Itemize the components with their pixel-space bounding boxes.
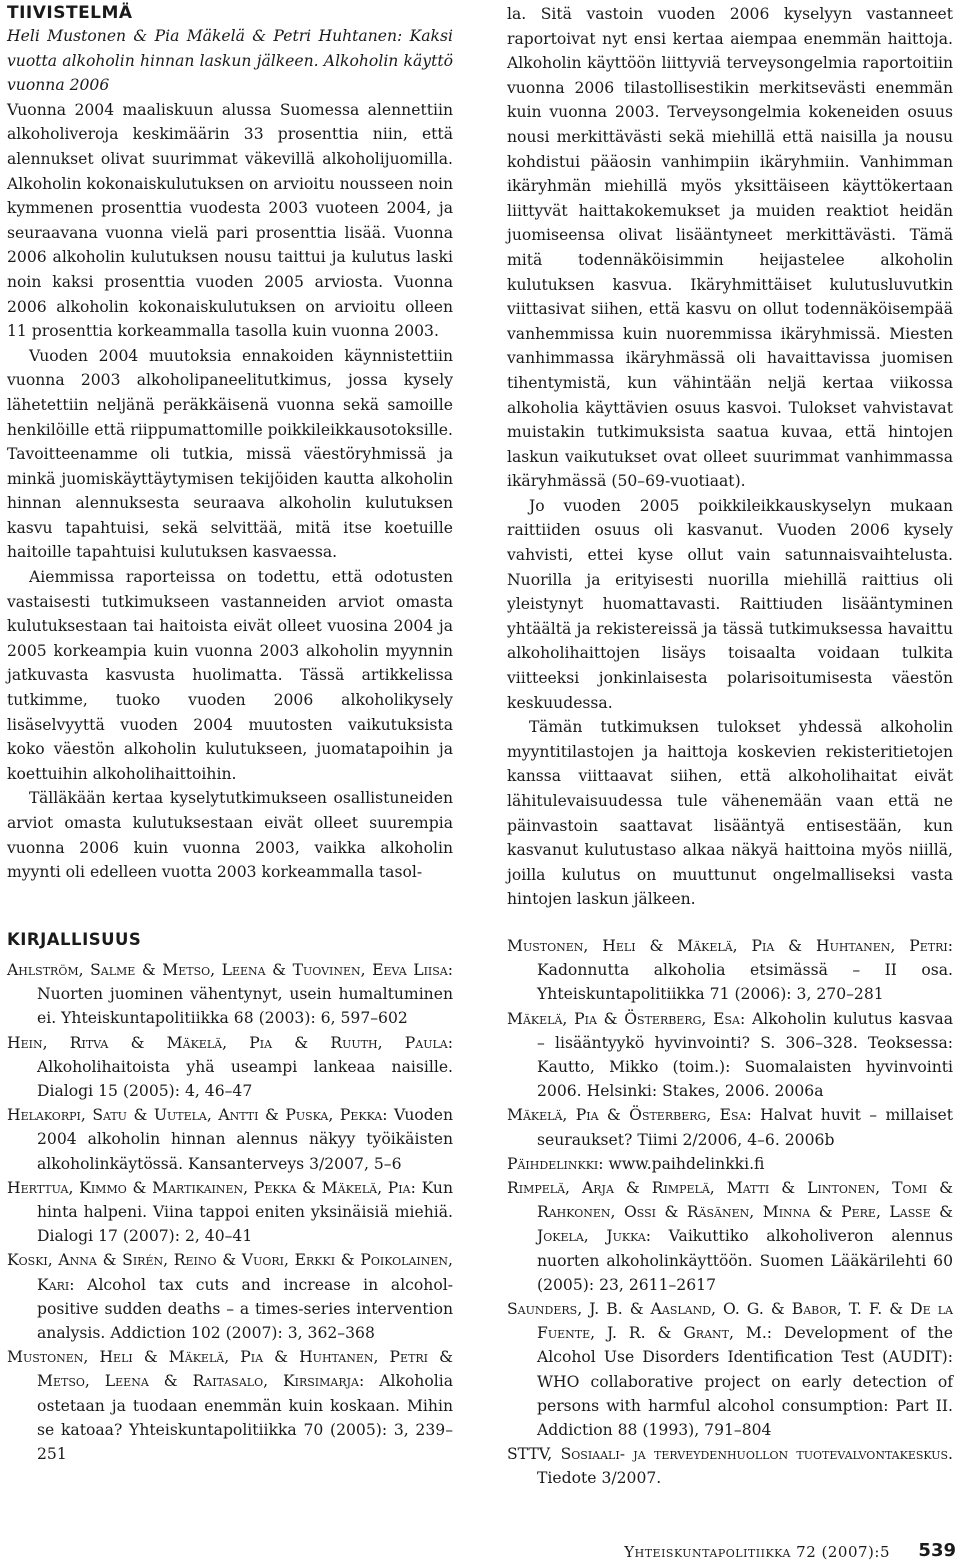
references-left-column — [7, 958, 453, 1466]
reference-entry — [507, 934, 953, 1007]
reference-entry — [7, 1248, 453, 1345]
references-heading: KIRJALLISUUS — [7, 930, 142, 949]
reference-authors: Mäkelä, Pia & Österberg, Esa: — [507, 1106, 752, 1125]
reference-entry — [7, 1345, 453, 1466]
reference-authors: Mustonen, Heli & Mäkelä, Pia & Huhtanen, Petri: — [507, 937, 953, 955]
reference-text: Kun hinta halpeni. Viina tappoi eniten yksinäisiä miehiä. Dialogi 17 (2007): 2, 40–41 — [37, 1178, 453, 1246]
reference-authors: Hein, Ritva & Mäkelä, Pia & Ruuth, Paula: — [7, 1033, 453, 1052]
summary-right-column — [507, 2, 953, 912]
reference-text: Alkoholihaitoista yhä useampi lankeaa naisille. Dialogi 15 (2005): 4, 46–47 — [37, 1057, 453, 1101]
reference-text: Alkoholin kulutus kasvaa – lisääntyykö hyvinvointi? S. 306–328. Teoksessa: Kautto, Mikko (toim.): Suomalaisten hyvinvointi 2006. Helsinki: Stakes, 2006. 2006a — [537, 1009, 953, 1101]
reference-text: Tiedote 3/2007. — [537, 1469, 662, 1488]
reference-text: Development of the Alcohol Use Disorders Identification Test (AUDIT): WHO collaborative project on early detection of persons with harmful alcohol consumption: Part II. Addiction 88 (1993), 791–804 — [537, 1324, 953, 1440]
summary-paragraph-3: Aiemmissa raporteissa on todettu, että odotusten vastaisesti tutkimukseen vastanneiden arviot omasta kulutuksestaan tai haitoista eivät olleet vuosina 2004 ja 2005 korkeampia kuin vuonna 2003 alkoholin myynnin jatkuvasta kasvusta huolimatta. Tässä artikkelissa tutkimme, tuoko vuoden 2006 alkoholikysely lisäselvyyttä vuoden 2004 muutosten vaikutuksista koko väestön alkoholin kulutukseen, juomatapoihin ja koettuihin alkoholihaittoihin. — [7, 568, 453, 783]
reference-authors: Mustonen, Heli & Mäkelä, Pia & Huhtanen, Petri & Metso, Leena & Raitasalo, Kirsimarja: — [7, 1348, 453, 1391]
summary-paragraph-2: Vuoden 2004 muutoksia ennakoiden käynnistettiin vuonna 2003 alkoholipaneelitutkimus, jossa kysely lähetettiin neljänä peräkkäisenä vuonna sekä samoille henkilöille että riippumattomille poikkileikkausotoksille. Tavoitteenamme oli tutkia, missä väestöryhmissä ja minkä juomiskäyttäytymisen tekijöiden kautta alkoholin hinnan alennuksesta seuraava alkoholin kulutuksen kasvu tapahtuisi, sekä selvittää, mitä itse koetuille haitoille tapahtuisi kulutuksen kasvaessa. — [7, 346, 453, 562]
reference-authors: Saunders, J. B. & Aasland, O. G. & Babor, T. F. & De la Fuente, J. R. & Grant, M.: — [507, 1300, 953, 1343]
reference-authors: Mäkelä, Pia & Österberg, Esa: — [507, 1009, 746, 1028]
reference-text: Alkoholia ostetaan ja tuodaan enemmän kuin koskaan. Mihin se katoaa? Yhteiskuntapolitiikka 70 (2005): 3, 239–251 — [37, 1372, 453, 1464]
summary-paragraph-1: Vuonna 2004 maaliskuun alussa Suomessa alennettiin alkoholiveroja keskimäärin 33 prosenttia niin, että alennukset olivat suurimmat väkevillä alkoholijuomilla. Alkoholin kokonaiskulutuksen on arvioitu nousseen noin kymmenen prosenttia vuodesta 2003 vuoteen 2004, ja seuraavana vuonna vielä pari prosenttia lisää. Vuonna 2006 alkoholin kulutuksen nousu taittui ja kulutus laski noin kaksi prosenttia vuoden 2005 arviosta. Vuonna 2006 alkoholin kokonaiskulutuksen on arvioitu olleen 11 prosenttia korkeammalla tasolla kuin vuonna 2003. — [7, 100, 453, 341]
reference-text: Vuoden 2004 alkoholin hinnan alennus näkyy työikäisten alkoholinkäytössä. Kansanterveys 3/2007, 5–6 — [37, 1106, 454, 1173]
reference-authors: Helakorpi, Satu & Uutela, Antti & Puska, Pekka: — [7, 1106, 388, 1125]
reference-entry — [7, 958, 453, 1031]
reference-entry — [7, 1176, 453, 1249]
summary-paragraph-5: Jo vuoden 2005 poikkileikkauskyselyn mukaan raittiiden osuus oli kasvanut. Vuoden 2006 kysely vahvisti, ettei kyse ollut vain satunnaisvaihtelusta. Nuorilla ja erityisesti nuorilla miehillä raittius oli yleistynyt huomattavasti. Raittiuden lisääntyminen yhtäältä ja rekistereissä ja tässä tutkimuksessa havaittu alkoholihaittojen lisäys toisaalta voidaan tulkita viitteeksi jonkinlaisesta polarisoitumisesta väestön keskuudessa. — [507, 496, 953, 712]
reference-authors: Koski, Anna & Sirén, Reino & Vuori, Erkki & Poikolainen, Kari: — [7, 1251, 453, 1294]
reference-authors: Rimpelä, Arja & Rimpelä, Matti & Lintonen, Tomi & Rahkonen, Ossi & Räsänen, Minna & Pere, Lasse & Jokela, Jukka: — [507, 1179, 953, 1246]
reference-text: Kadonnutta alkoholia etsimässä – II osa. Yhteiskuntapolitiikka 71 (2006): 3, 270–281 — [537, 961, 953, 1004]
reference-text: www.paihdelinkki.fi — [603, 1154, 765, 1173]
reference-text: Halvat huvit – millaiset seuraukset? Tiimi 2/2006, 4–6. 2006b — [537, 1106, 954, 1149]
reference-entry — [507, 1176, 953, 1297]
summary-paragraph-4-end: la. Sitä vastoin vuoden 2006 kyselyyn vastanneet raportoivat nyt ensi kertaa aiempaa enemmän haittoja. Alkoholin käyttöön liittyviä terveysongelmia raportoitiin vuonna 2006 tilastollisestikin merkitsevästi enemmän kuin vuonna 2003. Terveysongelmia kokeneiden osuus nousi merkittävästi sekä miehillä että naisilla ja nousu kohdistui pääosin vanhimpiin ikäryhmiin. Vanhimman ikäryhmän miehillä myös yksittäiseen käyttökertaan liittyvät haittakokemukset ja muiden reaktiot heidän juomiseensa olivat lisääntyneet merkittävästi. Tämä mitä todennäköisimmin heijastelee alkoholin kulutuksen kasvua. Ikäryhmittäiset kulutusluvutkin viittasivat siihen, että kasvu on ollut todennäköisempää vanhemmissa kuin nuoremmissa ikäryhmissä. Miesten vanhimmassa ikäryhmässä oli havaittavissa juomisen tihentymistä, kun vähintään neljä kertaa viikossa alkoholia käyttävien osuus kasvoi. Tulokset vahvistavat muistakin tutkimuksista saatua kuvaa, että hintojen laskun vaikutukset ovat olleet suurimmat vanhimmassa ikäryhmässä (50–69-vuotiaat). — [507, 5, 953, 491]
summary-left-column — [7, 2, 453, 885]
references-right-column — [507, 934, 953, 1491]
reference-entry — [507, 1152, 953, 1176]
summary-heading: TIIVISTELMÄ — [7, 3, 133, 23]
summary-paragraph-4-start: Tälläkään kertaa kyselytutkimukseen osallistuneiden arviot omasta kulutuksestaan eivät olleet suurempia vuonna 2006 kuin vuonna 2003, vaikka alkoholin myynti oli edelleen vuotta 2003 korkeammalla tasol- — [7, 789, 453, 882]
reference-text: Alcohol tax cuts and increase in alcohol-positive sudden deaths – a times-series intervention analysis. Addiction 102 (2007): 3, 362–368 — [37, 1275, 453, 1343]
reference-authors: Ahlström, Salme & Metso, Leena & Tuovinen, Eeva Liisa: — [7, 961, 453, 979]
reference-entry — [507, 1442, 953, 1490]
reference-entry — [507, 1007, 953, 1104]
summary-paragraph-6: Tämän tutkimuksen tulokset yhdessä alkoholin myyntitilastojen ja haittoja koskevien rekisteritietojen kanssa viittaavat siihen, että alkoholihaitat eivät lähitulevaisuudessa tule vähenemään vaan että ne päinvastoin saattavat lisääntyä entisestään, kun kasvanut kulutustaso alkaa näkyä haittoina myös niillä, joilla kulutus on muuttunut ongelmalliseksi vasta hintojen laskun jälkeen. — [507, 718, 953, 909]
journal-name: Yhteiskuntapolitiikka 72 (2007):5 — [624, 1543, 890, 1561]
reference-entry — [507, 1297, 953, 1442]
reference-entry — [7, 1031, 453, 1104]
summary-lead: Heli Mustonen & Pia Mäkelä & Petri Huhtanen: Kaksi vuotta alkoholin hinnan laskun jälkeen. Alkoholin käyttö vuonna 2006 — [7, 27, 453, 95]
reference-authors: Päihdelinkki: — [507, 1154, 604, 1173]
reference-entry — [7, 1103, 453, 1176]
reference-entry — [507, 1103, 953, 1151]
reference-text: Nuorten juominen vähentynyt, usein humaltuminen ei. Yhteiskuntapolitiikka 68 (2003): 6, 597–602 — [37, 985, 453, 1028]
page-footer — [0, 1540, 960, 1564]
reference-authors: Herttua, Kimmo & Martikainen, Pekka & Mäkelä, Pia: — [7, 1178, 416, 1197]
reference-authors: STTV, Sosiaali- ja terveydenhuollon tuotevalvontakeskus. — [507, 1445, 953, 1464]
page-number: 539 — [918, 1540, 956, 1561]
reference-text: Vaikuttiko alkoholiveron alennus nuorten alkoholinkäyttöön. Suomen Lääkärilehti 60 (2005): 23, 2611–2617 — [537, 1227, 953, 1294]
